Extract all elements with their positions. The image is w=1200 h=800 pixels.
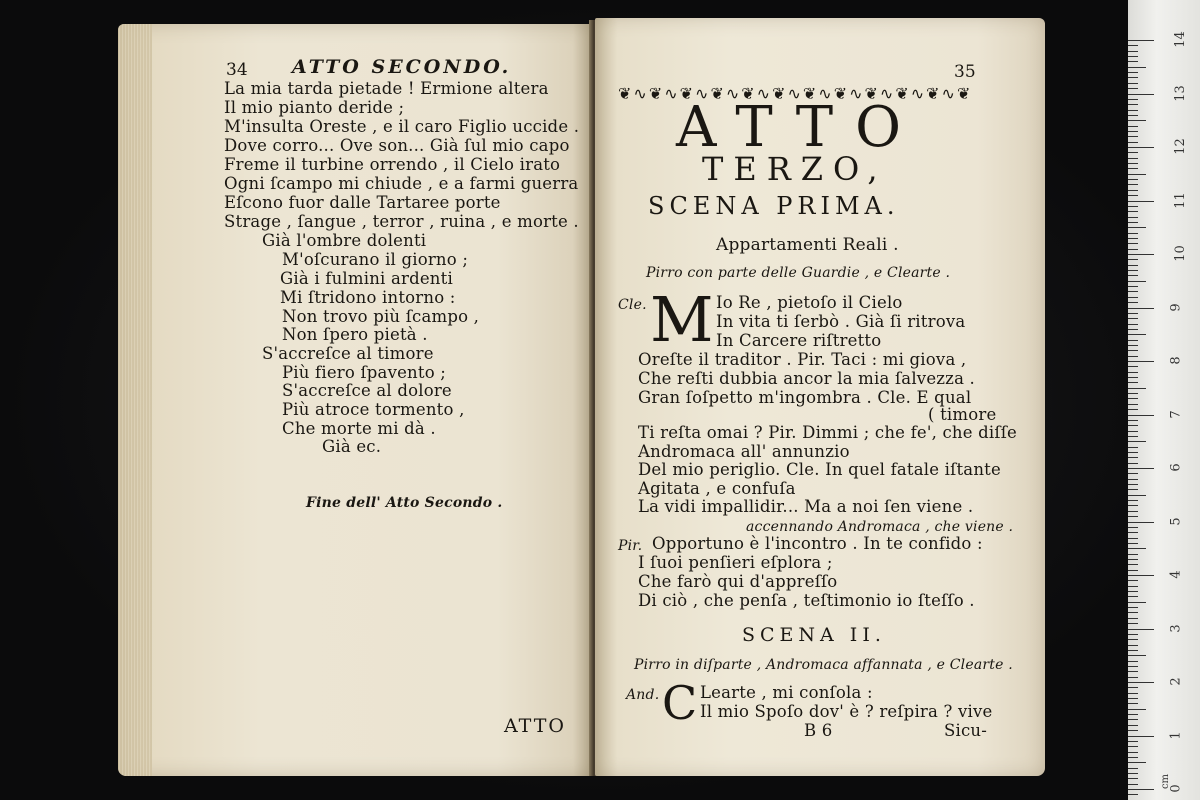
ruler-tick [1128,88,1138,89]
ruler-tick [1128,516,1138,517]
stage-direction: accennando Andromaca , che viene . [746,519,1014,535]
ruler-tick [1128,206,1138,207]
ruler-tick [1128,725,1138,726]
ruler-tick [1128,752,1138,753]
ruler-tick [1128,736,1154,737]
verse-line: Learte , mi conſola : [700,683,873,702]
aria-line: Già i fulmini ardenti [280,269,453,288]
ruler-tick [1128,136,1138,137]
ruler-tick [1128,388,1146,389]
ruler-tick [1128,650,1138,651]
dialogue-line: Che farò qui d'appreſſo [638,572,838,591]
ruler-tick [1128,275,1138,276]
verse-line: Il mio pianto deride ; [224,98,405,117]
ruler-tick [1128,784,1138,785]
ruler-tick [1128,634,1138,635]
ruler-tick [1128,789,1154,790]
ruler-number: 10 [1172,245,1188,262]
ruler-tick [1128,580,1138,581]
verse-line: Ogni ſcampo mi chiude , e a farmi guerra [224,174,579,193]
verse-line: Dove corro... Ove son... Già ſul mio capo [224,136,570,155]
aria-line: M'oſcurano il giorno ; [282,250,469,269]
ruler-tick [1128,612,1138,613]
ruler-tick [1128,473,1138,474]
ruler-tick [1128,227,1146,228]
ruler-tick [1128,602,1146,603]
ruler-tick [1128,457,1138,458]
dialogue-line: Agitata , e confuſa [638,479,796,498]
ruler-number: 4 [1168,570,1184,579]
aria-line: Più fiero ſpavento ; [282,363,447,382]
ruler-tick [1128,313,1138,314]
act-number-title: TERZO, [702,150,888,188]
scene-two-characters: Pirro in diſparte , Andromaca affannata , e Clearte . [634,657,1013,673]
ruler-tick [1128,559,1138,560]
ruler-tick [1128,730,1138,731]
ruler-tick [1128,586,1138,587]
ruler-number: 5 [1168,516,1184,526]
ruler-tick [1128,377,1138,378]
ruler-tick [1128,254,1154,255]
ruler-tick [1128,104,1138,105]
drop-capital: C [662,676,698,730]
ruler-tick [1128,522,1154,523]
verse-line: In vita ti ſerbò . Già ſi ritrova [716,312,966,331]
ruler-tick [1128,51,1138,52]
ruler-tick [1128,340,1138,341]
scene-setting: Appartamenti Reali . [716,235,899,255]
ruler-tick [1128,243,1138,244]
dialogue-line: Che reſti dubbia ancor la mia ſalvezza . [638,369,976,388]
ruler-tick [1128,45,1138,46]
verse-line: La mia tarda pietade ! Ermione altera [224,79,549,98]
ruler-tick [1128,452,1138,453]
ruler-tick [1128,361,1154,362]
ruler-tick [1128,372,1138,373]
ruler-tick [1128,532,1138,533]
dialogue-line: La vidi impallidir... Ma a noi ſen viene . [638,497,974,516]
ruler-tick [1128,286,1138,287]
ruler-tick [1128,142,1138,143]
ruler-tick [1128,655,1146,656]
aria-line: S'accreſce al dolore [282,381,452,400]
ruler-tick [1128,356,1138,357]
ruler-tick [1128,479,1138,480]
ruler-number: 6 [1168,463,1184,472]
decorative-ornament-band: ❦∿❦∿❦∿❦∿❦∿❦∿❦∿❦∿❦∿❦∿❦∿❦ [618,84,973,102]
ruler-tick [1128,794,1138,795]
ruler-tick [1128,110,1138,111]
ruler-tick [1128,83,1138,84]
ruler-number: 2 [1168,677,1184,686]
ruler-tick [1128,350,1138,351]
ruler-tick [1128,131,1138,132]
dialogue-line: Del mio periglio. Cle. In quel fatale iſtante [638,460,1001,479]
ruler-tick [1128,425,1138,426]
left-page-number: 34 [226,60,248,80]
ruler-tick [1128,607,1138,608]
ruler-tick [1128,714,1138,715]
ruler-tick [1128,548,1146,549]
ruler-tick [1128,596,1138,597]
ruler-tick [1128,115,1138,116]
ruler-tick [1128,382,1138,383]
ruler-number: 13 [1172,84,1188,102]
ruler-tick [1128,773,1138,774]
ruler-tick [1128,554,1138,555]
scene-title: SCENA PRIMA. [648,192,900,220]
ruler-tick [1128,40,1154,41]
right-page-number: 35 [954,62,976,82]
ruler-tick [1128,661,1138,662]
ruler-tick [1128,484,1138,485]
ruler-tick [1128,158,1138,159]
ruler-tick [1128,709,1146,710]
ruler-tick [1128,463,1138,464]
ruler-tick [1128,152,1138,153]
verse-line: Freme il turbine orrendo , il Cielo irato [224,155,561,174]
ruler-tick [1128,447,1138,448]
ruler-tick [1128,126,1138,127]
verse-line: In Carcere riſtretto [716,331,882,350]
ruler-tick [1128,570,1138,571]
ruler-tick [1128,265,1138,266]
ruler-tick [1128,495,1146,496]
ruler-tick [1128,211,1138,212]
ruler-tick [1128,762,1146,763]
ruler-tick [1128,538,1138,539]
aria-line: Non trovo più ſcampo , [282,307,480,326]
ruler-tick [1128,281,1146,282]
ruler-tick [1128,415,1154,416]
ruler-tick [1128,72,1138,73]
aria-line: Più atroce tormento , [282,400,465,419]
verse-line: Io Re , pietoſo il Cielo [716,293,903,312]
ruler-tick [1128,677,1138,678]
ruler-tick [1128,259,1138,260]
ruler-tick [1128,575,1154,576]
ruler-tick [1128,629,1154,630]
ruler-tick [1128,591,1138,592]
left-running-head: ATTO SECONDO. [292,56,512,78]
ruler-tick [1128,174,1146,175]
dialogue-line: ( timore [928,405,997,424]
ruler-tick [1128,698,1138,699]
act-title: ATTO [676,95,924,160]
aria-line: Non ſpero pietà . [282,325,428,344]
ruler-tick [1128,645,1138,646]
ruler-tick [1128,297,1138,298]
ruler-tick [1128,201,1154,202]
ruler-tick [1128,291,1138,292]
right-catchword: Sicu- [944,721,988,740]
ruler-tick [1128,741,1138,742]
ruler-tick [1128,398,1138,399]
ruler-tick [1128,500,1138,501]
drop-capital: M [650,283,714,356]
dialogue-line: Gran ſoſpetto m'ingombra . Cle. E qual [638,388,972,407]
ruler-number: 1 [1168,730,1184,740]
ruler-tick [1128,345,1138,346]
ruler-tick [1128,179,1138,180]
ruler-tick [1128,222,1138,223]
ruler-tick [1128,184,1138,185]
ruler-tick [1128,404,1138,405]
ruler-tick [1128,329,1138,330]
ruler-tick [1128,746,1138,747]
ruler-tick [1128,639,1138,640]
ruler-tick [1128,618,1138,619]
signature-mark: B 6 [804,721,833,740]
ruler-tick [1128,94,1154,95]
ruler-tick [1128,409,1138,410]
speaker-label: Pir. [618,538,643,554]
measurement-ruler [1128,0,1200,800]
ruler-tick [1128,489,1138,490]
ruler-tick [1128,527,1138,528]
ruler-tick [1128,366,1138,367]
dialogue-line: Opportuno è l'incontro . In te confido : [652,534,983,553]
ruler-tick [1128,719,1138,720]
ruler-tick [1128,77,1138,78]
ruler-tick [1128,431,1138,432]
ruler-tick [1128,703,1138,704]
ruler-tick [1128,56,1138,57]
ruler-tick [1128,436,1138,437]
dialogue-line: Di ciò , che penſa , teſtimonio io ſteſſo . [638,591,975,610]
ruler-tick [1128,233,1138,234]
ruler-tick [1128,511,1138,512]
ruler-number: 8 [1168,356,1184,365]
verse-line: Strage , ſangue , terror , ruina , e morte . [224,212,579,231]
verse-line: Il mio Spoſo dov' è ? reſpira ? vive [700,702,993,721]
ruler-tick [1128,99,1138,100]
speaker-label: Cle. [618,297,647,313]
ruler-tick [1128,195,1138,196]
scene-two-title: SCENA II. [742,624,886,646]
ruler-tick [1128,666,1138,667]
ruler-tick [1128,249,1138,250]
ruler-tick [1128,687,1138,688]
speaker-label: And. [626,687,660,703]
ruler-tick [1128,67,1146,68]
ruler-tick [1128,302,1138,303]
verse-line: Eſcono fuor dalle Tartaree porte [224,193,501,212]
ruler-number: 14 [1172,31,1188,48]
ruler-tick [1128,163,1138,164]
left-catchword: ATTO [504,715,566,737]
ruler-unit: cm [1160,773,1172,790]
ruler-tick [1128,468,1154,469]
ruler-tick [1128,564,1138,565]
aria-line: Che morte mi dà . [282,419,436,438]
ruler-tick [1128,147,1154,148]
ruler-tick [1128,543,1138,544]
ruler-tick [1128,505,1138,506]
ruler-tick [1128,190,1138,191]
ruler-number: 7 [1168,409,1184,419]
ruler-tick [1128,420,1138,421]
ruler-tick [1128,393,1138,394]
ruler-tick [1128,61,1138,62]
ruler-tick [1128,671,1138,672]
dialogue-line: I ſuoi penſieri eſplora ; [638,553,833,572]
aria-line: Mi ſtridono intorno : [280,288,456,307]
ruler-tick [1128,120,1146,121]
ruler-tick [1128,768,1138,769]
ruler-tick [1128,693,1138,694]
ruler-tick [1128,757,1138,758]
ruler-tick [1128,441,1146,442]
act-end-note: Fine dell' Atto Secondo . [306,495,503,511]
ruler-tick [1128,270,1138,271]
ruler-tick [1128,778,1138,779]
dialogue-line: Andromaca all' annunzio [638,442,850,461]
scene-characters: Pirro con parte delle Guardie , e Clearte . [646,265,951,281]
ruler-number: 9 [1168,302,1184,312]
aria-line: Già ec. [322,437,382,456]
ruler-tick [1128,318,1138,319]
dialogue-line: Ti reſta omai ? Pir. Dimmi ; che fe', che diſſe [638,423,1017,442]
ruler-number: 12 [1172,138,1188,155]
ruler-tick [1128,682,1154,683]
ruler-tick [1128,324,1138,325]
ruler-tick [1128,623,1138,624]
aria-line: S'accreſce al timore [262,344,434,363]
ruler-tick [1128,334,1146,335]
aria-line: Già l'ombre dolenti [262,231,427,250]
ruler-tick [1128,238,1138,239]
dialogue-line: Oreſte il traditor . Pir. Taci : mi giova , [638,350,967,369]
ruler-number: 11 [1172,191,1188,209]
ruler-tick [1128,168,1138,169]
verse-line: M'insulta Oreste , e il caro Figlio uccide . [224,117,580,136]
ruler-number: 0 [1168,784,1184,793]
ruler-tick [1128,217,1138,218]
ruler-number: 3 [1168,623,1184,633]
ruler-tick [1128,308,1154,309]
